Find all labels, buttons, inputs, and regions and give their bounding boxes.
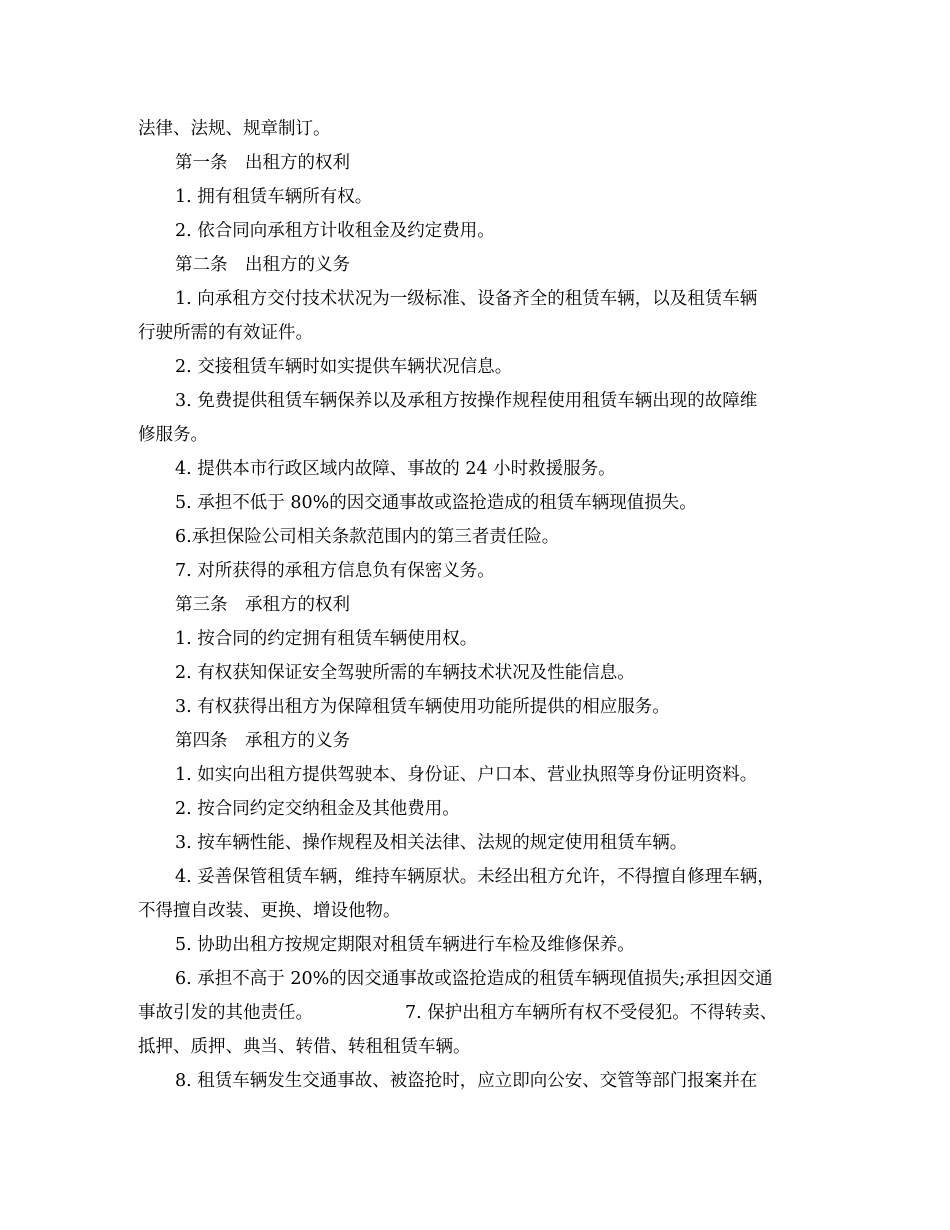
- article-heading: 第三条 承租方的权利: [175, 595, 350, 615]
- paragraph-line: 抵押、质押、典当、转借、转租租赁车辆。: [138, 1037, 471, 1057]
- split-line-right: 7. 保护出租方车辆所有权不受侵犯。不得转卖、: [405, 1003, 778, 1023]
- paragraph-line: 2. 有权获知保证安全驾驶所需的车辆技术状况及性能信息。: [175, 663, 635, 683]
- paragraph-line: 3. 免费提供租赁车辆保养以及承租方按操作规程使用租赁车辆出现的故障维: [175, 391, 758, 411]
- paragraph-line: 3. 按车辆性能、操作规程及相关法律、法规的规定使用租赁车辆。: [175, 833, 688, 853]
- paragraph-line: 不得擅自改装、更换、增设他物。: [138, 901, 401, 921]
- document-body: [138, 112, 828, 1098]
- article-heading: 第二条 出租方的义务: [175, 255, 350, 275]
- paragraph-line: 1. 如实向出租方提供驾驶本、身份证、户口本、营业执照等身份证明资料。: [175, 765, 758, 785]
- split-paragraph-line: [138, 996, 828, 1030]
- article-heading: 第四条 承租方的义务: [175, 731, 350, 751]
- paragraph-line: 7. 对所获得的承租方信息负有保密义务。: [175, 561, 495, 581]
- paragraph-line: 1. 向承租方交付技术状况为一级标准、设备齐全的租赁车辆，以及租赁车辆: [175, 289, 758, 309]
- paragraph-line: 2. 依合同向承租方计收租金及约定费用。: [175, 221, 495, 241]
- paragraph-line: 行驶所需的有效证件。: [138, 323, 313, 343]
- paragraph-line: 修服务。: [138, 425, 208, 445]
- paragraph-line: 2. 按合同约定交纳租金及其他费用。: [175, 799, 460, 819]
- paragraph-line: 法律、法规、规章制订。: [138, 119, 331, 139]
- paragraph-line: 8. 租赁车辆发生交通事故、被盗抢时，应立即向公安、交管等部门报案并在: [175, 1071, 758, 1091]
- paragraph-line: 1. 拥有租赁车辆所有权。: [175, 187, 373, 207]
- paragraph-line: 5. 承担不低于 80%的因交通事故或盗抢造成的租赁车辆现值损失。: [175, 493, 697, 513]
- paragraph-line: 1. 按合同的约定拥有租赁车辆使用权。: [175, 629, 478, 649]
- paragraph-line: 5. 协助出租方按规定期限对租赁车辆进行车检及维修保养。: [175, 935, 635, 955]
- paragraph-line: 4. 提供本市行政区域内故障、事故的 24 小时救援服务。: [175, 459, 616, 479]
- paragraph-line: 2. 交接租赁车辆时如实提供车辆状况信息。: [175, 357, 513, 377]
- split-line-left: 事故引发的其他责任。: [138, 1003, 313, 1023]
- article-heading: 第一条 出租方的权利: [175, 153, 350, 173]
- paragraph-line: 4. 妥善保管租赁车辆，维持车辆原状。未经出租方允许，不得擅自修理车辆，: [175, 867, 775, 887]
- paragraph-line: 6. 承担不高于 20%的因交通事故或盗抢造成的租赁车辆现值损失;承担因交通: [175, 969, 773, 989]
- paragraph-line: 3. 有权获得出租方为保障租赁车辆使用功能所提供的相应服务。: [175, 697, 670, 717]
- paragraph-line: 6.承担保险公司相关条款范围内的第三者责任险。: [175, 527, 560, 547]
